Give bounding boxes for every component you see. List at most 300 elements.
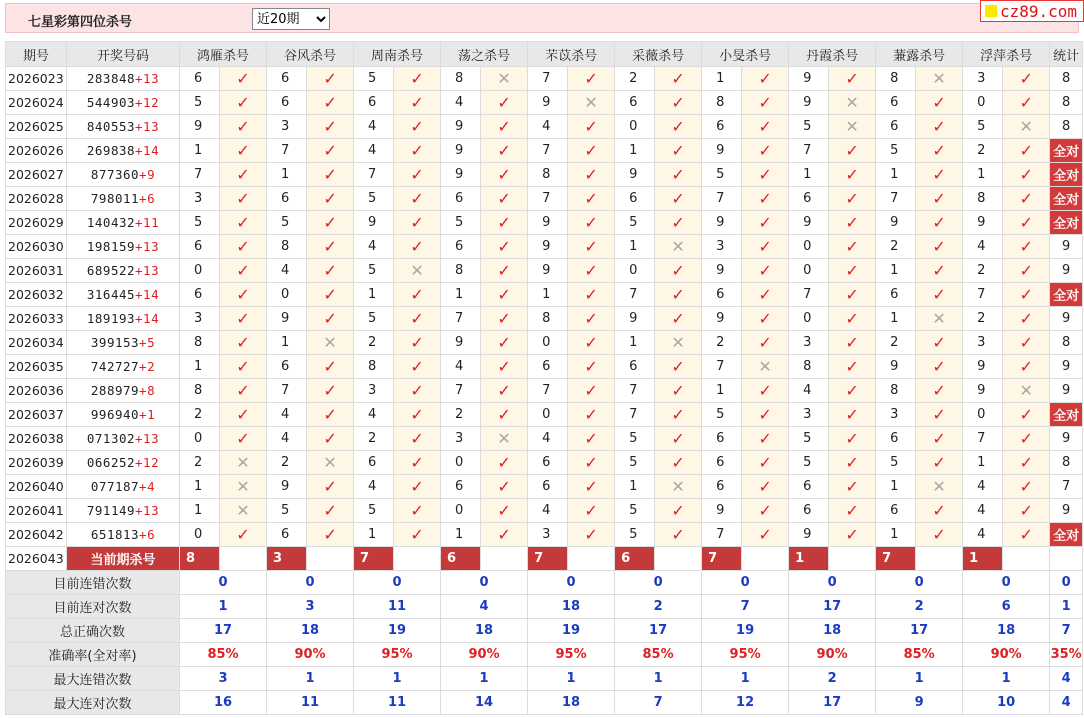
check-icon: ✓ — [584, 261, 598, 280]
correct-mark-cell — [481, 379, 528, 403]
kill-number-cell: 9 — [963, 355, 1003, 379]
stat-cell: 全对 — [1050, 163, 1083, 187]
correct-mark-cell — [829, 403, 876, 427]
correct-mark-cell — [394, 283, 441, 307]
kill-number-cell: 7 — [963, 427, 1003, 451]
correct-mark-cell — [220, 187, 267, 211]
period-cell: 2026027 — [6, 163, 67, 187]
check-icon: ✓ — [932, 525, 946, 544]
kill-number-cell: 0 — [789, 235, 829, 259]
check-icon: ✓ — [845, 381, 859, 400]
stat-cell: 9 — [1050, 427, 1083, 451]
correct-mark-cell — [916, 523, 963, 547]
kill-number-cell: 6 — [876, 427, 916, 451]
check-icon: ✓ — [410, 525, 424, 544]
kill-number-cell: 5 — [615, 211, 655, 235]
summary-value: 0 — [354, 571, 441, 595]
check-icon: ✓ — [236, 141, 250, 160]
check-icon: ✓ — [932, 333, 946, 352]
correct-mark-cell — [1003, 403, 1050, 427]
correct-mark-cell — [481, 355, 528, 379]
summary-value: 17 — [876, 619, 963, 643]
current-period-row — [6, 547, 1083, 571]
check-icon: ✓ — [323, 309, 337, 328]
correct-mark-cell — [1003, 91, 1050, 115]
correct-mark-cell — [916, 211, 963, 235]
check-icon: ✓ — [1019, 525, 1033, 544]
draw-extra: +14 — [135, 287, 160, 302]
kill-number-cell: 4 — [963, 499, 1003, 523]
correct-mark-cell — [1003, 187, 1050, 211]
kill-number-cell: 3 — [441, 427, 481, 451]
kill-number-cell: 3 — [789, 331, 829, 355]
correct-mark-cell — [742, 163, 789, 187]
kill-number-cell: 0 — [963, 91, 1003, 115]
period-cell: 2026041 — [6, 499, 67, 523]
correct-mark-cell — [829, 67, 876, 91]
kill-number-cell: 5 — [789, 427, 829, 451]
check-icon: ✓ — [410, 141, 424, 160]
kill-number-cell: 7 — [267, 379, 307, 403]
correct-mark-cell — [916, 91, 963, 115]
check-icon: ✓ — [932, 429, 946, 448]
check-icon: ✓ — [323, 261, 337, 280]
current-blank-cell — [829, 547, 876, 571]
check-icon: ✓ — [497, 117, 511, 136]
table-row — [6, 307, 1083, 331]
summary-value: 14 — [441, 691, 528, 715]
check-icon: ✓ — [584, 405, 598, 424]
kill-number-table — [5, 41, 1083, 715]
check-icon: ✓ — [497, 237, 511, 256]
correct-mark-cell — [916, 379, 963, 403]
correct-mark-cell — [655, 139, 702, 163]
kill-number-cell: 1 — [354, 283, 394, 307]
correct-mark-cell — [481, 187, 528, 211]
correct-mark-cell — [916, 235, 963, 259]
check-icon: ✓ — [584, 429, 598, 448]
top-bar — [5, 3, 1079, 33]
correct-mark-cell — [1003, 523, 1050, 547]
correct-mark-cell — [568, 139, 615, 163]
summary-value: 0 — [441, 571, 528, 595]
check-icon: ✓ — [1019, 261, 1033, 280]
kill-number-cell: 7 — [441, 379, 481, 403]
table-row — [6, 91, 1083, 115]
cross-icon: ✕ — [497, 69, 511, 88]
kill-number-cell: 6 — [267, 67, 307, 91]
correct-mark-cell — [220, 427, 267, 451]
check-icon: ✓ — [845, 237, 859, 256]
kill-number-cell: 6 — [702, 451, 742, 475]
summary-value: 0 — [963, 571, 1050, 595]
kill-number-cell: 6 — [180, 67, 220, 91]
period-cell: 2026034 — [6, 331, 67, 355]
kill-number-cell: 9 — [441, 115, 481, 139]
current-kill-number: 7 — [528, 547, 568, 571]
summary-value: 18 — [528, 595, 615, 619]
draw-numbers: 791149 — [86, 503, 136, 518]
check-icon: ✓ — [584, 165, 598, 184]
kill-number-cell: 7 — [789, 139, 829, 163]
correct-mark-cell — [655, 499, 702, 523]
check-icon: ✓ — [758, 477, 772, 496]
kill-number-cell: 9 — [789, 91, 829, 115]
draw-extra: +12 — [135, 455, 160, 470]
cross-icon: ✕ — [845, 117, 859, 136]
summary-value: 17 — [789, 595, 876, 619]
correct-mark-cell — [481, 331, 528, 355]
current-blank-cell — [307, 547, 354, 571]
correct-mark-cell — [568, 187, 615, 211]
wrong-mark-cell — [829, 115, 876, 139]
site-logo[interactable] — [980, 0, 1084, 22]
kill-number-cell: 5 — [615, 427, 655, 451]
kill-number-cell: 1 — [267, 331, 307, 355]
correct-mark-cell — [829, 211, 876, 235]
correct-mark-cell — [568, 355, 615, 379]
check-icon: ✓ — [323, 357, 337, 376]
kill-number-cell: 7 — [528, 67, 568, 91]
check-icon: ✓ — [845, 165, 859, 184]
check-icon: ✓ — [497, 165, 511, 184]
check-icon: ✓ — [497, 405, 511, 424]
kill-number-cell: 9 — [702, 307, 742, 331]
correct-mark-cell — [568, 259, 615, 283]
cross-icon: ✕ — [1019, 117, 1033, 136]
correct-mark-cell — [916, 187, 963, 211]
kill-number-cell: 5 — [615, 499, 655, 523]
kill-number-cell: 4 — [441, 91, 481, 115]
kill-number-cell: 5 — [267, 211, 307, 235]
kill-number-cell: 8 — [963, 187, 1003, 211]
correct-mark-cell — [307, 235, 354, 259]
kill-number-cell: 8 — [789, 355, 829, 379]
correct-mark-cell — [742, 403, 789, 427]
correct-mark-cell — [916, 259, 963, 283]
summary-value: 1 — [267, 667, 354, 691]
draw-cell — [67, 283, 180, 307]
correct-mark-cell — [220, 259, 267, 283]
draw-extra: +2 — [139, 359, 156, 374]
col-header-expert: 小旻杀号 — [702, 42, 789, 67]
check-icon: ✓ — [410, 309, 424, 328]
correct-mark-cell — [1003, 211, 1050, 235]
kill-number-cell: 1 — [615, 139, 655, 163]
kill-number-cell: 0 — [789, 307, 829, 331]
correct-mark-cell — [742, 187, 789, 211]
correct-mark-cell — [568, 379, 615, 403]
check-icon: ✓ — [845, 261, 859, 280]
kill-number-cell: 9 — [789, 67, 829, 91]
kill-number-cell: 1 — [876, 307, 916, 331]
summary-label: 最大连对次数 — [6, 691, 180, 715]
check-icon: ✓ — [497, 213, 511, 232]
correct-mark-cell — [1003, 259, 1050, 283]
summary-value: 0 — [702, 571, 789, 595]
kill-number-cell: 3 — [963, 67, 1003, 91]
kill-number-cell: 2 — [354, 427, 394, 451]
kill-number-cell: 0 — [180, 427, 220, 451]
correct-mark-cell — [568, 499, 615, 523]
wrong-mark-cell — [220, 451, 267, 475]
summary-value: 90% — [789, 643, 876, 667]
table-row — [6, 139, 1083, 163]
check-icon: ✓ — [845, 453, 859, 472]
cross-icon: ✕ — [932, 477, 946, 496]
draw-cell — [67, 307, 180, 331]
check-icon: ✓ — [584, 333, 598, 352]
correct-mark-cell — [481, 115, 528, 139]
check-icon: ✓ — [410, 429, 424, 448]
correct-mark-cell — [742, 67, 789, 91]
draw-numbers: 288979 — [90, 383, 140, 398]
kill-number-cell: 2 — [702, 331, 742, 355]
draw-numbers: 077187 — [90, 479, 140, 494]
stat-cell: 8 — [1050, 67, 1083, 91]
kill-number-cell: 1 — [180, 475, 220, 499]
draw-numbers: 399153 — [90, 335, 140, 350]
kill-number-cell: 5 — [876, 139, 916, 163]
check-icon: ✓ — [236, 333, 250, 352]
check-icon: ✓ — [584, 309, 598, 328]
kill-number-cell: 5 — [354, 187, 394, 211]
kill-number-cell: 6 — [267, 523, 307, 547]
col-header-expert: 芣苡杀号 — [528, 42, 615, 67]
summary-value: 7 — [702, 595, 789, 619]
col-header-expert: 浮萍杀号 — [963, 42, 1050, 67]
correct-mark-cell — [394, 499, 441, 523]
draw-numbers: 198159 — [86, 239, 136, 254]
kill-number-cell: 4 — [528, 115, 568, 139]
kill-number-cell: 6 — [441, 187, 481, 211]
kill-number-cell: 6 — [702, 115, 742, 139]
kill-number-cell: 0 — [528, 331, 568, 355]
cross-icon: ✕ — [584, 93, 598, 112]
correct-mark-cell — [307, 523, 354, 547]
cross-icon: ✕ — [236, 501, 250, 520]
kill-number-cell: 1 — [528, 283, 568, 307]
wrong-mark-cell — [481, 67, 528, 91]
wrong-mark-cell — [916, 307, 963, 331]
correct-mark-cell — [829, 235, 876, 259]
check-icon: ✓ — [410, 237, 424, 256]
check-icon: ✓ — [758, 117, 772, 136]
wrong-mark-cell — [829, 91, 876, 115]
check-icon: ✓ — [671, 261, 685, 280]
kill-number-cell: 7 — [702, 187, 742, 211]
correct-mark-cell — [481, 499, 528, 523]
kill-number-cell: 1 — [702, 67, 742, 91]
kill-number-cell: 8 — [528, 163, 568, 187]
wrong-mark-cell — [916, 67, 963, 91]
table-row — [6, 523, 1083, 547]
correct-mark-cell — [481, 307, 528, 331]
check-icon: ✓ — [410, 357, 424, 376]
correct-mark-cell — [829, 139, 876, 163]
kill-number-cell: 2 — [963, 307, 1003, 331]
wrong-mark-cell — [1003, 115, 1050, 139]
kill-number-cell: 1 — [615, 475, 655, 499]
correct-mark-cell — [394, 163, 441, 187]
check-icon: ✓ — [410, 69, 424, 88]
correct-mark-cell — [655, 259, 702, 283]
correct-mark-cell — [394, 139, 441, 163]
kill-number-cell: 7 — [789, 283, 829, 307]
kill-number-cell: 1 — [876, 475, 916, 499]
check-icon: ✓ — [323, 429, 337, 448]
kill-number-cell: 7 — [963, 283, 1003, 307]
check-icon: ✓ — [410, 453, 424, 472]
summary-value: 3 — [267, 595, 354, 619]
correct-mark-cell — [742, 259, 789, 283]
current-blank-cell — [568, 547, 615, 571]
check-icon: ✓ — [236, 69, 250, 88]
draw-extra: +12 — [135, 95, 160, 110]
summary-value: 3 — [180, 667, 267, 691]
check-icon: ✓ — [323, 477, 337, 496]
kill-number-cell: 9 — [702, 259, 742, 283]
draw-extra: +13 — [135, 119, 160, 134]
kill-number-cell: 2 — [180, 403, 220, 427]
correct-mark-cell — [481, 163, 528, 187]
check-icon: ✓ — [584, 357, 598, 376]
draw-numbers: 316445 — [86, 287, 136, 302]
check-icon: ✓ — [758, 237, 772, 256]
wrong-mark-cell — [655, 475, 702, 499]
kill-number-cell: 0 — [180, 259, 220, 283]
kill-number-cell: 9 — [441, 331, 481, 355]
col-header-expert: 蒹露杀号 — [876, 42, 963, 67]
correct-mark-cell — [1003, 163, 1050, 187]
kill-number-cell: 4 — [354, 115, 394, 139]
check-icon: ✓ — [758, 525, 772, 544]
kill-number-cell: 4 — [354, 235, 394, 259]
check-icon: ✓ — [410, 117, 424, 136]
check-icon: ✓ — [758, 141, 772, 160]
draw-extra: +6 — [139, 191, 156, 206]
page-title: 七星彩第四位杀号 — [28, 15, 133, 30]
draw-cell — [67, 355, 180, 379]
draw-numbers: 066252 — [86, 455, 136, 470]
correct-mark-cell — [1003, 355, 1050, 379]
col-header-expert: 采薇杀号 — [615, 42, 702, 67]
kill-number-cell: 7 — [702, 523, 742, 547]
summary-value: 0 — [789, 571, 876, 595]
draw-cell — [67, 331, 180, 355]
kill-number-cell: 8 — [441, 259, 481, 283]
check-icon: ✓ — [671, 165, 685, 184]
correct-mark-cell — [394, 331, 441, 355]
stat-cell: 8 — [1050, 91, 1083, 115]
correct-mark-cell — [742, 283, 789, 307]
kill-number-cell: 1 — [441, 283, 481, 307]
stat-cell: 全对 — [1050, 403, 1083, 427]
draw-cell — [67, 451, 180, 475]
correct-mark-cell — [220, 211, 267, 235]
correct-mark-cell — [742, 523, 789, 547]
cross-icon: ✕ — [236, 453, 250, 472]
check-icon: ✓ — [323, 285, 337, 304]
kill-number-cell: 7 — [615, 379, 655, 403]
summary-value: 19 — [354, 619, 441, 643]
correct-mark-cell — [481, 235, 528, 259]
correct-mark-cell — [394, 355, 441, 379]
check-icon: ✓ — [236, 381, 250, 400]
check-icon: ✓ — [671, 69, 685, 88]
cross-icon: ✕ — [671, 237, 685, 256]
draw-cell — [67, 427, 180, 451]
correct-mark-cell — [481, 91, 528, 115]
summary-value: 11 — [267, 691, 354, 715]
summary-value: 90% — [267, 643, 354, 667]
check-icon: ✓ — [758, 285, 772, 304]
kill-number-cell: 4 — [963, 235, 1003, 259]
stat-cell: 8 — [1050, 451, 1083, 475]
table-row — [6, 475, 1083, 499]
check-icon: ✓ — [410, 285, 424, 304]
kill-number-cell: 6 — [354, 451, 394, 475]
check-icon: ✓ — [1019, 357, 1033, 376]
draw-extra: +13 — [135, 239, 160, 254]
check-icon: ✓ — [1019, 93, 1033, 112]
summary-value: 1 — [615, 667, 702, 691]
period-range-select[interactable] — [252, 8, 330, 30]
current-stat-cell — [1050, 547, 1083, 571]
kill-number-cell: 2 — [963, 259, 1003, 283]
kill-number-cell: 6 — [180, 235, 220, 259]
draw-numbers: 544903 — [86, 95, 136, 110]
draw-cell — [67, 475, 180, 499]
kill-number-cell: 5 — [441, 211, 481, 235]
kill-number-cell: 6 — [876, 499, 916, 523]
cross-icon: ✕ — [323, 453, 337, 472]
summary-value: 85% — [180, 643, 267, 667]
draw-numbers: 689522 — [86, 263, 136, 278]
check-icon: ✓ — [758, 213, 772, 232]
stat-cell: 全对 — [1050, 187, 1083, 211]
cross-icon: ✕ — [410, 261, 424, 280]
kill-number-cell: 3 — [528, 523, 568, 547]
check-icon: ✓ — [671, 93, 685, 112]
kill-number-cell: 1 — [615, 235, 655, 259]
correct-mark-cell — [568, 307, 615, 331]
kill-number-cell: 6 — [354, 91, 394, 115]
correct-mark-cell — [655, 283, 702, 307]
kill-number-cell: 7 — [267, 139, 307, 163]
correct-mark-cell — [916, 427, 963, 451]
kill-number-cell: 0 — [528, 403, 568, 427]
kill-number-cell: 4 — [354, 139, 394, 163]
kill-number-cell: 4 — [354, 403, 394, 427]
correct-mark-cell — [220, 307, 267, 331]
summary-value: 0 — [267, 571, 354, 595]
table-row — [6, 259, 1083, 283]
kill-number-cell: 6 — [615, 355, 655, 379]
correct-mark-cell — [568, 115, 615, 139]
table-row — [6, 379, 1083, 403]
draw-extra: +13 — [135, 263, 160, 278]
draw-numbers: 798011 — [90, 191, 140, 206]
check-icon: ✓ — [410, 213, 424, 232]
kill-number-cell: 3 — [267, 115, 307, 139]
correct-mark-cell — [829, 283, 876, 307]
wrong-mark-cell — [655, 235, 702, 259]
check-icon: ✓ — [497, 285, 511, 304]
stat-cell: 9 — [1050, 235, 1083, 259]
summary-stat: 7 — [1050, 619, 1083, 643]
check-icon: ✓ — [671, 285, 685, 304]
